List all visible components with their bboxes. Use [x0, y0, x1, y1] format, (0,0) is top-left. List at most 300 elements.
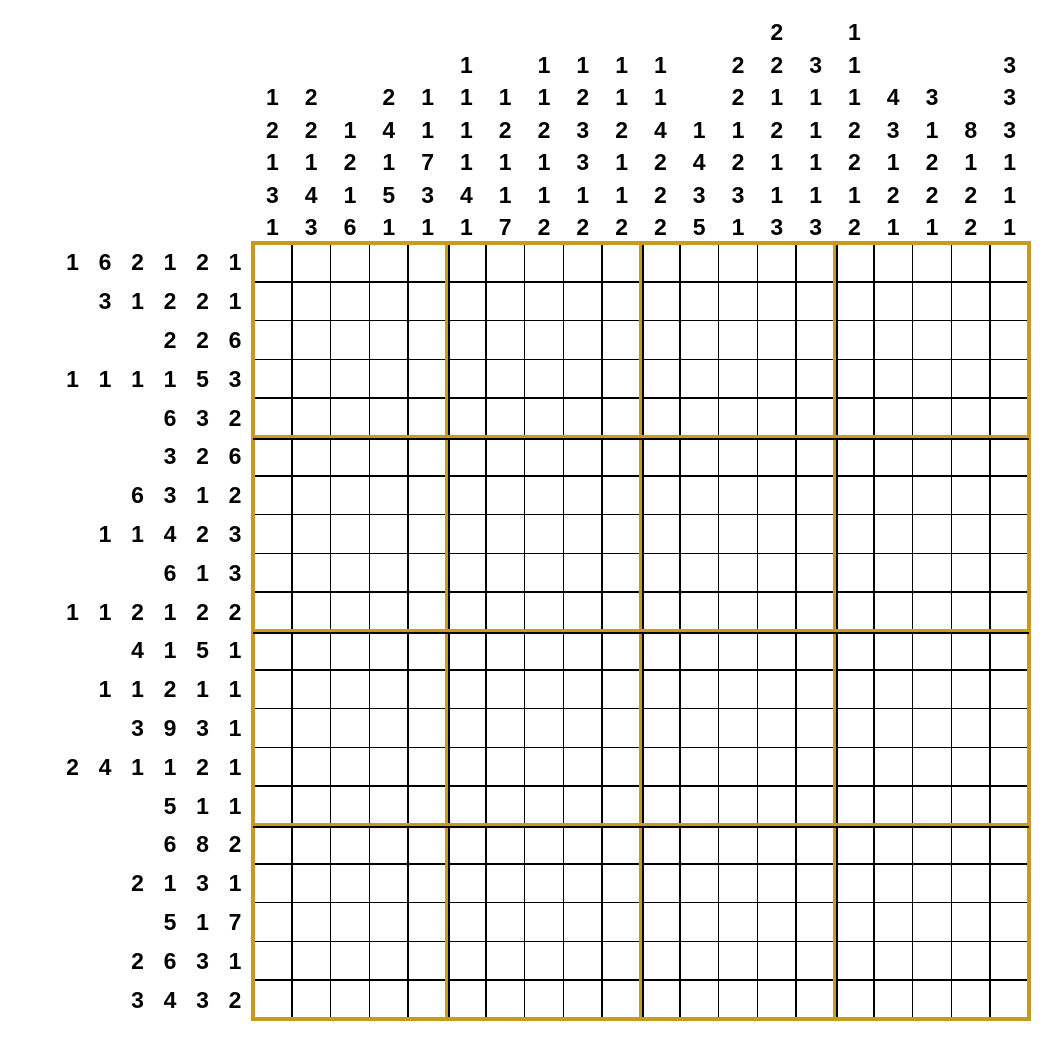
grid-cell[interactable]: [563, 553, 602, 592]
grid-cell[interactable]: [835, 709, 874, 748]
grid-cell[interactable]: [525, 321, 564, 360]
grid-cell[interactable]: [641, 670, 680, 709]
grid-cell[interactable]: [951, 359, 990, 398]
grid-cell[interactable]: [757, 359, 796, 398]
grid-cell[interactable]: [796, 398, 835, 437]
grid-cell[interactable]: [796, 476, 835, 515]
grid-cell[interactable]: [525, 553, 564, 592]
grid-cell[interactable]: [874, 398, 913, 437]
grid-cell[interactable]: [757, 709, 796, 748]
grid-cell[interactable]: [796, 592, 835, 631]
grid-cell[interactable]: [757, 941, 796, 980]
grid-cell[interactable]: [796, 825, 835, 864]
grid-cell[interactable]: [447, 398, 486, 437]
grid-cell[interactable]: [680, 825, 719, 864]
grid-cell[interactable]: [602, 709, 641, 748]
grid-cell[interactable]: [253, 709, 292, 748]
grid-cell[interactable]: [990, 941, 1029, 980]
grid-cell[interactable]: [253, 786, 292, 825]
grid-cell[interactable]: [602, 903, 641, 942]
grid-cell[interactable]: [331, 825, 370, 864]
grid-cell[interactable]: [331, 786, 370, 825]
grid-cell[interactable]: [641, 941, 680, 980]
grid-cell[interactable]: [680, 747, 719, 786]
grid-cell[interactable]: [913, 670, 952, 709]
grid-cell[interactable]: [874, 864, 913, 903]
grid-cell[interactable]: [796, 670, 835, 709]
grid-cell[interactable]: [757, 980, 796, 1019]
grid-cell[interactable]: [990, 359, 1029, 398]
grid-cell[interactable]: [951, 709, 990, 748]
grid-cell[interactable]: [486, 747, 525, 786]
grid-cell[interactable]: [835, 437, 874, 476]
grid-cell[interactable]: [757, 437, 796, 476]
grid-cell[interactable]: [757, 398, 796, 437]
grid-cell[interactable]: [563, 476, 602, 515]
grid-cell[interactable]: [719, 864, 758, 903]
grid-cell[interactable]: [369, 670, 408, 709]
grid-cell[interactable]: [602, 553, 641, 592]
grid-cell[interactable]: [486, 786, 525, 825]
grid-cell[interactable]: [796, 786, 835, 825]
grid-cell[interactable]: [292, 437, 331, 476]
grid-cell[interactable]: [253, 864, 292, 903]
grid-cell[interactable]: [719, 786, 758, 825]
grid-cell[interactable]: [408, 941, 447, 980]
grid-cell[interactable]: [680, 786, 719, 825]
grid-cell[interactable]: [563, 786, 602, 825]
grid-cell[interactable]: [796, 709, 835, 748]
grid-cell[interactable]: [874, 903, 913, 942]
grid-cell[interactable]: [951, 825, 990, 864]
grid-cell[interactable]: [913, 941, 952, 980]
grid-cell[interactable]: [913, 437, 952, 476]
grid-cell[interactable]: [951, 321, 990, 360]
grid-cell[interactable]: [641, 592, 680, 631]
grid-cell[interactable]: [253, 592, 292, 631]
grid-cell[interactable]: [292, 243, 331, 282]
grid-cell[interactable]: [292, 553, 331, 592]
grid-cell[interactable]: [641, 553, 680, 592]
grid-cell[interactable]: [331, 515, 370, 554]
grid-cell[interactable]: [874, 825, 913, 864]
grid-cell[interactable]: [874, 786, 913, 825]
grid-cell[interactable]: [292, 515, 331, 554]
grid-cell[interactable]: [757, 282, 796, 321]
grid-cell[interactable]: [369, 864, 408, 903]
grid-cell[interactable]: [990, 282, 1029, 321]
grid-cell[interactable]: [913, 786, 952, 825]
grid-cell[interactable]: [757, 321, 796, 360]
grid-cell[interactable]: [486, 553, 525, 592]
grid-cell[interactable]: [951, 864, 990, 903]
grid-cell[interactable]: [680, 437, 719, 476]
grid-cell[interactable]: [292, 825, 331, 864]
grid-cell[interactable]: [447, 670, 486, 709]
grid-cell[interactable]: [563, 282, 602, 321]
grid-cell[interactable]: [486, 941, 525, 980]
grid-cell[interactable]: [369, 786, 408, 825]
grid-cell[interactable]: [563, 864, 602, 903]
grid-cell[interactable]: [680, 398, 719, 437]
grid-cell[interactable]: [253, 437, 292, 476]
grid-cell[interactable]: [835, 941, 874, 980]
grid-cell[interactable]: [602, 437, 641, 476]
grid-cell[interactable]: [641, 321, 680, 360]
grid-cell[interactable]: [719, 553, 758, 592]
grid-cell[interactable]: [447, 476, 486, 515]
grid-cell[interactable]: [680, 709, 719, 748]
grid-cell[interactable]: [408, 359, 447, 398]
grid-cell[interactable]: [486, 398, 525, 437]
grid-cell[interactable]: [486, 282, 525, 321]
grid-cell[interactable]: [369, 709, 408, 748]
grid-cell[interactable]: [835, 321, 874, 360]
grid-cell[interactable]: [369, 243, 408, 282]
grid-cell[interactable]: [447, 631, 486, 670]
grid-cell[interactable]: [641, 437, 680, 476]
grid-cell[interactable]: [990, 398, 1029, 437]
grid-cell[interactable]: [292, 398, 331, 437]
grid-cell[interactable]: [990, 980, 1029, 1019]
grid-cell[interactable]: [951, 903, 990, 942]
grid-cell[interactable]: [447, 709, 486, 748]
grid-cell[interactable]: [408, 980, 447, 1019]
grid-cell[interactable]: [331, 903, 370, 942]
grid-cell[interactable]: [408, 670, 447, 709]
grid-cell[interactable]: [874, 359, 913, 398]
grid-cell[interactable]: [951, 515, 990, 554]
grid-cell[interactable]: [951, 398, 990, 437]
grid-cell[interactable]: [447, 592, 486, 631]
grid-cell[interactable]: [408, 476, 447, 515]
grid-cell[interactable]: [525, 747, 564, 786]
grid-cell[interactable]: [835, 398, 874, 437]
grid-cell[interactable]: [331, 592, 370, 631]
grid-cell[interactable]: [525, 825, 564, 864]
grid-cell[interactable]: [292, 592, 331, 631]
grid-cell[interactable]: [602, 631, 641, 670]
grid-cell[interactable]: [990, 321, 1029, 360]
grid-cell[interactable]: [796, 321, 835, 360]
grid-cell[interactable]: [835, 282, 874, 321]
grid-cell[interactable]: [253, 670, 292, 709]
grid-cell[interactable]: [835, 515, 874, 554]
grid-cell[interactable]: [719, 980, 758, 1019]
grid-cell[interactable]: [563, 747, 602, 786]
grid-cell[interactable]: [990, 553, 1029, 592]
grid-cell[interactable]: [680, 980, 719, 1019]
grid-cell[interactable]: [719, 709, 758, 748]
grid-cell[interactable]: [757, 864, 796, 903]
grid-cell[interactable]: [369, 321, 408, 360]
grid-cell[interactable]: [253, 941, 292, 980]
grid-cell[interactable]: [641, 709, 680, 748]
grid-cell[interactable]: [486, 321, 525, 360]
grid-cell[interactable]: [719, 243, 758, 282]
grid-cell[interactable]: [757, 903, 796, 942]
grid-cell[interactable]: [486, 864, 525, 903]
grid-cell[interactable]: [447, 747, 486, 786]
grid-cell[interactable]: [641, 243, 680, 282]
grid-cell[interactable]: [835, 786, 874, 825]
grid-cell[interactable]: [369, 476, 408, 515]
grid-cell[interactable]: [253, 321, 292, 360]
grid-cell[interactable]: [874, 282, 913, 321]
grid-cell[interactable]: [253, 476, 292, 515]
grid-cell[interactable]: [563, 980, 602, 1019]
grid-cell[interactable]: [951, 437, 990, 476]
grid-cell[interactable]: [253, 631, 292, 670]
grid-cell[interactable]: [447, 941, 486, 980]
grid-cell[interactable]: [757, 515, 796, 554]
grid-cell[interactable]: [563, 515, 602, 554]
grid-cell[interactable]: [835, 359, 874, 398]
grid-cell[interactable]: [757, 592, 796, 631]
grid-cell[interactable]: [757, 670, 796, 709]
grid-cell[interactable]: [447, 515, 486, 554]
grid-cell[interactable]: [757, 476, 796, 515]
grid-cell[interactable]: [253, 359, 292, 398]
grid-cell[interactable]: [719, 903, 758, 942]
grid-cell[interactable]: [525, 359, 564, 398]
grid-cell[interactable]: [719, 747, 758, 786]
grid-cell[interactable]: [796, 553, 835, 592]
grid-cell[interactable]: [292, 670, 331, 709]
grid-cell[interactable]: [563, 670, 602, 709]
grid-cell[interactable]: [796, 980, 835, 1019]
grid-cell[interactable]: [525, 786, 564, 825]
grid-cell[interactable]: [563, 941, 602, 980]
grid-cell[interactable]: [680, 592, 719, 631]
grid-cell[interactable]: [525, 282, 564, 321]
grid-cell[interactable]: [719, 592, 758, 631]
grid-cell[interactable]: [447, 437, 486, 476]
grid-cell[interactable]: [563, 437, 602, 476]
grid-cell[interactable]: [486, 980, 525, 1019]
grid-cell[interactable]: [408, 786, 447, 825]
grid-cell[interactable]: [990, 709, 1029, 748]
grid-cell[interactable]: [913, 243, 952, 282]
grid-cell[interactable]: [680, 321, 719, 360]
grid-cell[interactable]: [369, 282, 408, 321]
grid-cell[interactable]: [408, 321, 447, 360]
grid-cell[interactable]: [331, 864, 370, 903]
grid-cell[interactable]: [253, 398, 292, 437]
grid-cell[interactable]: [408, 437, 447, 476]
grid-cell[interactable]: [719, 515, 758, 554]
grid-cell[interactable]: [796, 282, 835, 321]
grid-cell[interactable]: [292, 786, 331, 825]
grid-cell[interactable]: [602, 825, 641, 864]
grid-cell[interactable]: [796, 243, 835, 282]
grid-cell[interactable]: [369, 825, 408, 864]
grid-cell[interactable]: [408, 747, 447, 786]
grid-cell[interactable]: [602, 941, 641, 980]
grid-cell[interactable]: [408, 825, 447, 864]
grid-cell[interactable]: [913, 864, 952, 903]
grid-cell[interactable]: [680, 243, 719, 282]
grid-cell[interactable]: [331, 670, 370, 709]
grid-cell[interactable]: [253, 553, 292, 592]
grid-cell[interactable]: [680, 553, 719, 592]
grid-cell[interactable]: [680, 941, 719, 980]
grid-cell[interactable]: [447, 282, 486, 321]
grid-cell[interactable]: [719, 437, 758, 476]
grid-cell[interactable]: [292, 631, 331, 670]
grid-cell[interactable]: [408, 243, 447, 282]
grid-cell[interactable]: [990, 864, 1029, 903]
grid-cell[interactable]: [874, 941, 913, 980]
grid-cell[interactable]: [913, 476, 952, 515]
grid-cell[interactable]: [874, 631, 913, 670]
grid-cell[interactable]: [292, 476, 331, 515]
grid-cell[interactable]: [641, 398, 680, 437]
grid-cell[interactable]: [486, 359, 525, 398]
grid-cell[interactable]: [253, 980, 292, 1019]
grid-cell[interactable]: [331, 980, 370, 1019]
grid-cell[interactable]: [951, 786, 990, 825]
grid-cell[interactable]: [990, 437, 1029, 476]
grid-cell[interactable]: [913, 825, 952, 864]
grid-cell[interactable]: [486, 903, 525, 942]
grid-cell[interactable]: [680, 515, 719, 554]
grid-cell[interactable]: [447, 825, 486, 864]
grid-cell[interactable]: [796, 903, 835, 942]
grid-cell[interactable]: [563, 321, 602, 360]
grid-cell[interactable]: [331, 631, 370, 670]
grid-cell[interactable]: [951, 980, 990, 1019]
grid-cell[interactable]: [525, 398, 564, 437]
grid-cell[interactable]: [525, 980, 564, 1019]
grid-cell[interactable]: [874, 437, 913, 476]
grid-cell[interactable]: [602, 786, 641, 825]
grid-cell[interactable]: [680, 631, 719, 670]
grid-cell[interactable]: [331, 398, 370, 437]
grid-cell[interactable]: [835, 553, 874, 592]
grid-cell[interactable]: [525, 631, 564, 670]
grid-cell[interactable]: [408, 903, 447, 942]
grid-cell[interactable]: [525, 437, 564, 476]
grid-cell[interactable]: [874, 243, 913, 282]
grid-cell[interactable]: [796, 515, 835, 554]
grid-cell[interactable]: [680, 359, 719, 398]
grid-cell[interactable]: [253, 747, 292, 786]
grid-cell[interactable]: [680, 903, 719, 942]
grid-cell[interactable]: [525, 592, 564, 631]
grid-cell[interactable]: [331, 437, 370, 476]
grid-cell[interactable]: [602, 321, 641, 360]
grid-cell[interactable]: [951, 592, 990, 631]
grid-cell[interactable]: [874, 321, 913, 360]
grid-cell[interactable]: [757, 243, 796, 282]
grid-cell[interactable]: [719, 631, 758, 670]
grid-cell[interactable]: [292, 282, 331, 321]
grid-cell[interactable]: [447, 980, 486, 1019]
grid-cell[interactable]: [292, 747, 331, 786]
grid-cell[interactable]: [292, 709, 331, 748]
grid-cell[interactable]: [913, 903, 952, 942]
grid-cell[interactable]: [641, 864, 680, 903]
grid-cell[interactable]: [990, 243, 1029, 282]
grid-cell[interactable]: [292, 941, 331, 980]
grid-cell[interactable]: [680, 476, 719, 515]
grid-cell[interactable]: [525, 941, 564, 980]
grid-cell[interactable]: [602, 243, 641, 282]
grid-cell[interactable]: [369, 553, 408, 592]
grid-cell[interactable]: [331, 747, 370, 786]
grid-cell[interactable]: [563, 359, 602, 398]
grid-cell[interactable]: [757, 825, 796, 864]
grid-cell[interactable]: [951, 670, 990, 709]
grid-cell[interactable]: [602, 670, 641, 709]
grid-cell[interactable]: [874, 553, 913, 592]
grid-cell[interactable]: [913, 321, 952, 360]
grid-cell[interactable]: [874, 670, 913, 709]
grid-cell[interactable]: [835, 980, 874, 1019]
grid-cell[interactable]: [486, 631, 525, 670]
grid-cell[interactable]: [369, 941, 408, 980]
grid-cell[interactable]: [874, 747, 913, 786]
grid-cell[interactable]: [602, 476, 641, 515]
grid-cell[interactable]: [835, 592, 874, 631]
grid-cell[interactable]: [641, 359, 680, 398]
grid-cell[interactable]: [602, 980, 641, 1019]
grid-cell[interactable]: [408, 553, 447, 592]
grid-cell[interactable]: [913, 398, 952, 437]
grid-cell[interactable]: [913, 631, 952, 670]
grid-cell[interactable]: [835, 631, 874, 670]
grid-cell[interactable]: [835, 747, 874, 786]
grid-cell[interactable]: [990, 631, 1029, 670]
grid-cell[interactable]: [641, 825, 680, 864]
grid-cell[interactable]: [408, 592, 447, 631]
grid-cell[interactable]: [913, 709, 952, 748]
grid-cell[interactable]: [602, 515, 641, 554]
grid-cell[interactable]: [292, 980, 331, 1019]
grid-cell[interactable]: [563, 709, 602, 748]
grid-cell[interactable]: [719, 825, 758, 864]
grid-cell[interactable]: [331, 243, 370, 282]
grid-cell[interactable]: [563, 825, 602, 864]
grid-cell[interactable]: [331, 282, 370, 321]
grid-cell[interactable]: [913, 553, 952, 592]
grid-cell[interactable]: [990, 903, 1029, 942]
grid-cell[interactable]: [641, 786, 680, 825]
grid-cell[interactable]: [951, 476, 990, 515]
grid-cell[interactable]: [602, 282, 641, 321]
grid-cell[interactable]: [292, 321, 331, 360]
grid-cell[interactable]: [447, 359, 486, 398]
grid-cell[interactable]: [602, 592, 641, 631]
grid-cell[interactable]: [874, 476, 913, 515]
grid-cell[interactable]: [757, 786, 796, 825]
grid-cell[interactable]: [408, 282, 447, 321]
grid-cell[interactable]: [835, 670, 874, 709]
grid-cell[interactable]: [719, 282, 758, 321]
grid-cell[interactable]: [408, 398, 447, 437]
grid-cell[interactable]: [331, 709, 370, 748]
grid-cell[interactable]: [447, 864, 486, 903]
grid-cell[interactable]: [525, 709, 564, 748]
grid-cell[interactable]: [253, 515, 292, 554]
grid-cell[interactable]: [990, 515, 1029, 554]
grid-cell[interactable]: [990, 670, 1029, 709]
grid-cell[interactable]: [602, 398, 641, 437]
grid-cell[interactable]: [641, 476, 680, 515]
grid-cell[interactable]: [369, 515, 408, 554]
grid-cell[interactable]: [331, 476, 370, 515]
